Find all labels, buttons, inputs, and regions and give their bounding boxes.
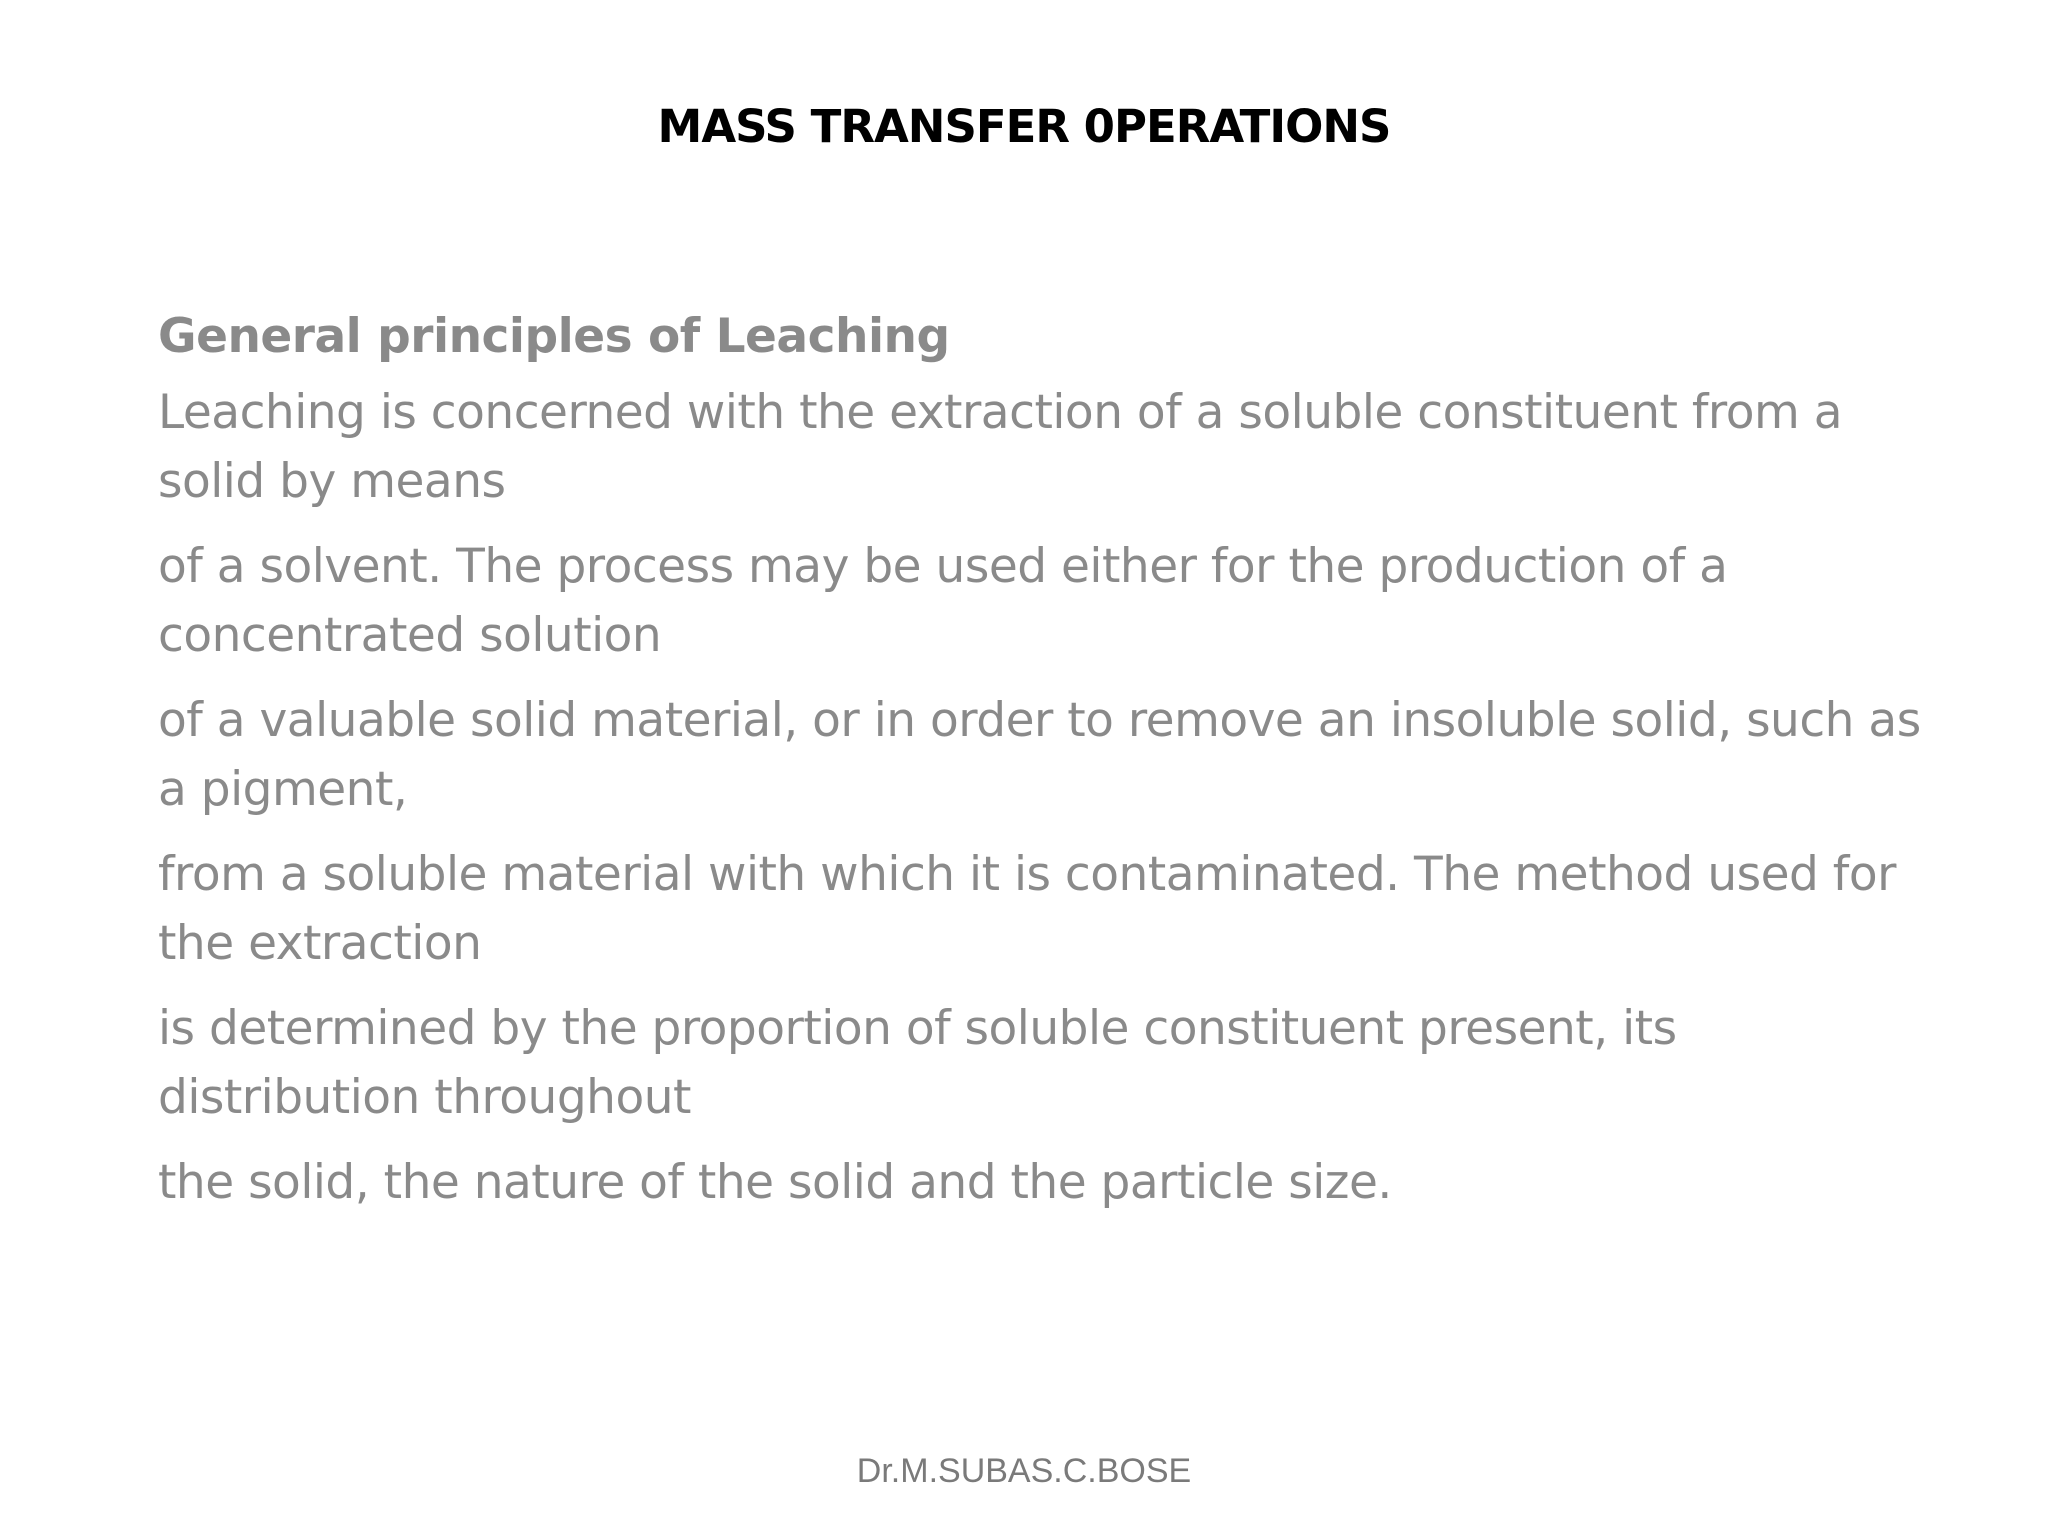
section-heading: General principles of Leaching (158, 309, 950, 364)
paragraph-1: Leaching is concerned with the extraction of a soluble constituent from a solid by means (158, 385, 1843, 509)
paragraph-3: of a valuable solid material, or in order to remove an insoluble solid, such as a pigment, (158, 693, 1921, 817)
paragraph-6: the solid, the nature of the solid and the particle size. (158, 1155, 1392, 1210)
paragraph-2: of a solvent. The process may be used either for the production of a concentrated solution (158, 539, 1728, 663)
slide-body (158, 302, 1938, 1233)
slide-title: MASS TRANSFER 0PERATIONS (657, 100, 1391, 153)
paragraph-4: from a soluble material with which it is contaminated. The method used for the extraction (158, 847, 1896, 971)
paragraph-5: is determined by the proportion of soluble constituent present, its distribution throughout (158, 1001, 1677, 1125)
author-footer: Dr.M.SUBAS.C.BOSE (856, 1452, 1192, 1490)
